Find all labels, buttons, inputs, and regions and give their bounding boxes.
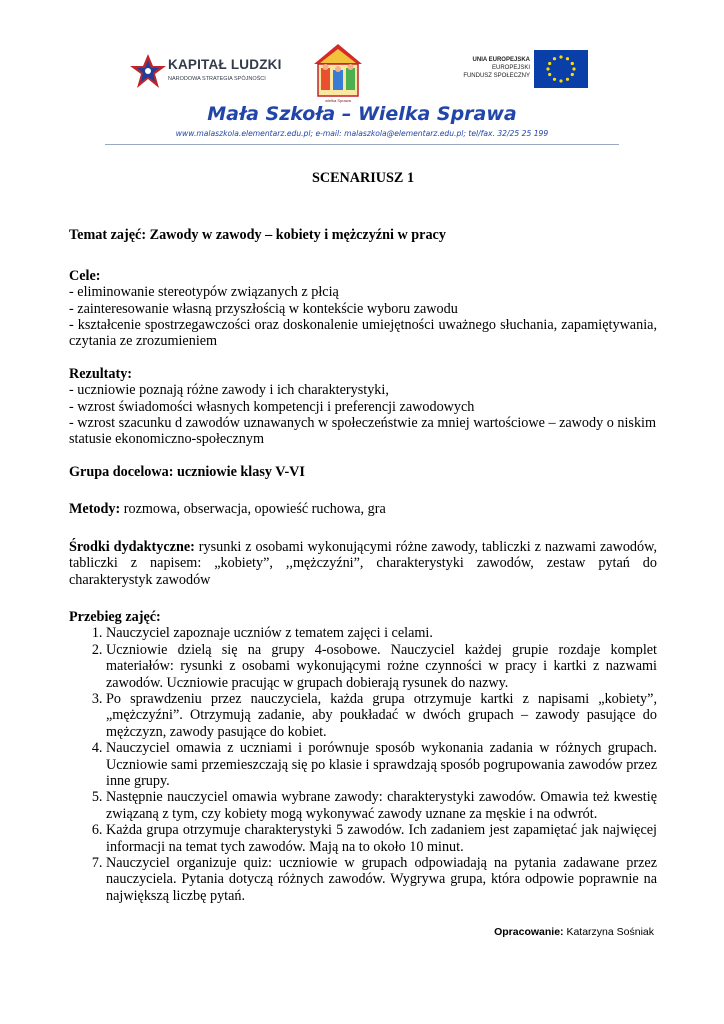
kapital-ludzki-subtitle: NARODOWA STRATEGIA SPÓJNOŚCI [168,76,266,82]
materials-line [69,539,657,588]
methods-text: rozmowa, obserwacja, opowieść ruchowa, gra [120,501,386,518]
result-item: - uczniowie poznają różne zawody i ich charakterystyki, [69,382,389,399]
course-step: 3. Po sprawdzeniu przez nauczyciela, każda grupa otrzymuje kartki z napisami „kobiety”, „mężczyźni”. Otrzymują zadanie, aby poukładać w dwóch grupach – zawody pasujące do mężczyzn, zawody pasujące do kobiet. [106,691,657,740]
materials-text: rysunki z osobami wykonującymi różne zawody, tabliczki z nazwami zawodów, tabliczki z napisem: „kobiety”, ,,mężczyźni”, charakterystyki zawodów, zestaw pytań do charakterystyk zawodów [69,538,657,588]
header-contact: www.malaszkola.elementarz.edu.pl; e-mail: malaszkola@elementarz.edu.pl; tel/fax. 32/25 25 199 [175,129,549,138]
course-step: 7. Nauczyciel organizuje quiz: uczniowie w grupach odpowiadają na pytania zadawane przez nauczyciela. Pytania dotyczą różnych zawodów. Wygrywa grupa, która odpowie poprawnie na największą liczbę pytań. [106,855,657,904]
methods-line [69,501,657,517]
course-step: 6. Każda grupa otrzymuje charakterystyki 5 zawodów. Ich zadaniem jest zapamiętać jak najwięcej informacji na temat tych zawodów. Mają na to około 10 minut. [106,822,657,855]
methods-label: Metody: [69,501,121,518]
result-item: - wzrost szacunku d zawodów uznawanych w społeczeństwie za mniej wartościowe – zawody o niskim statusie ekonomiczno-społecznym [69,415,657,448]
school-house-logo-icon [312,42,364,98]
header-title: Mała Szkoła – Wielka Sprawa [207,103,517,125]
eu-text-block [438,56,530,80]
goal-item: - zainteresowanie własną przyszłością w kontekście wyboru zawodu [69,300,458,317]
goal-item: - kształcenie spostrzegawczości oraz doskonalenie umiejętności uważnego słuchania, zapamiętywania, czytania ze zrozumieniem [69,317,657,350]
results-label: Rezultaty: [69,365,133,382]
result-item: - wzrost świadomości własnych kompetencji i preferencji zawodowych [69,398,475,415]
course-step: 2. Uczniowie dzielą się na grupy 4-osobowe. Nauczyciel każdej grupie rozdaje komplet materiałów: rysunki z osobami wykonującymi rożne czynności w pracy i kartki z nazwami zawodów. Uczniowie pracując w grupach dobierają rysunek do nazwy. [106,642,657,691]
goals-label: Cele: [69,267,101,284]
kapital-ludzki-logo [128,52,282,92]
course-step: 4. Nauczyciel omawia z uczniami i porównuje sposób wykonania zadania w różnych grupach. Uczniowie sami przemieszczają się po klasie i sprawdzają sposób pogrupowania zawodów przez inne grupy. [106,740,657,789]
target-group: Grupa docelowa: uczniowie klasy V-VI [69,463,305,480]
eu-fund-label-2: FUNDUSZ SPOŁECZNY [463,73,530,79]
kapital-ludzki-star-icon [128,52,168,92]
document-body [69,170,657,904]
materials-label: Środki dydaktyczne: [69,538,195,555]
document-heading: SCENARIUSZ 1 [311,170,415,186]
course-step: 1. Nauczyciel zapoznaje uczniów z tematem zajęci i celami. [106,625,657,641]
footer-label: Opracowanie: [494,926,564,938]
goal-item: - eliminowanie stereotypów związanych z płcią [69,284,339,301]
school-logo-caption: wielka Sprawa [325,98,351,103]
topic-line: Temat zajęć: Zawody w zawody – kobiety i mężczyźni w pracy [69,227,446,244]
course-steps [69,625,657,904]
course-label: Przebieg zajęć: [69,608,161,625]
kapital-ludzki-title: KAPITAŁ LUDZKI [168,57,282,72]
course-step: 5. Następnie nauczyciel omawia wybrane zawody: charakterystyki zawodów. Omawia też kwestię związaną z tym, czy kobiety mogą wykonywać zawody uznane za męskie i na odwrót. [106,789,657,822]
eu-flag-icon [534,50,588,88]
footer-credit [494,926,654,938]
eu-union-label: UNIA EUROPEJSKA [472,57,530,63]
footer-author: Katarzyna Sośniak [563,926,654,938]
letterhead [100,40,624,150]
eu-fund-label-1: EUROPEJSKI [491,65,530,71]
header-divider [105,144,619,145]
